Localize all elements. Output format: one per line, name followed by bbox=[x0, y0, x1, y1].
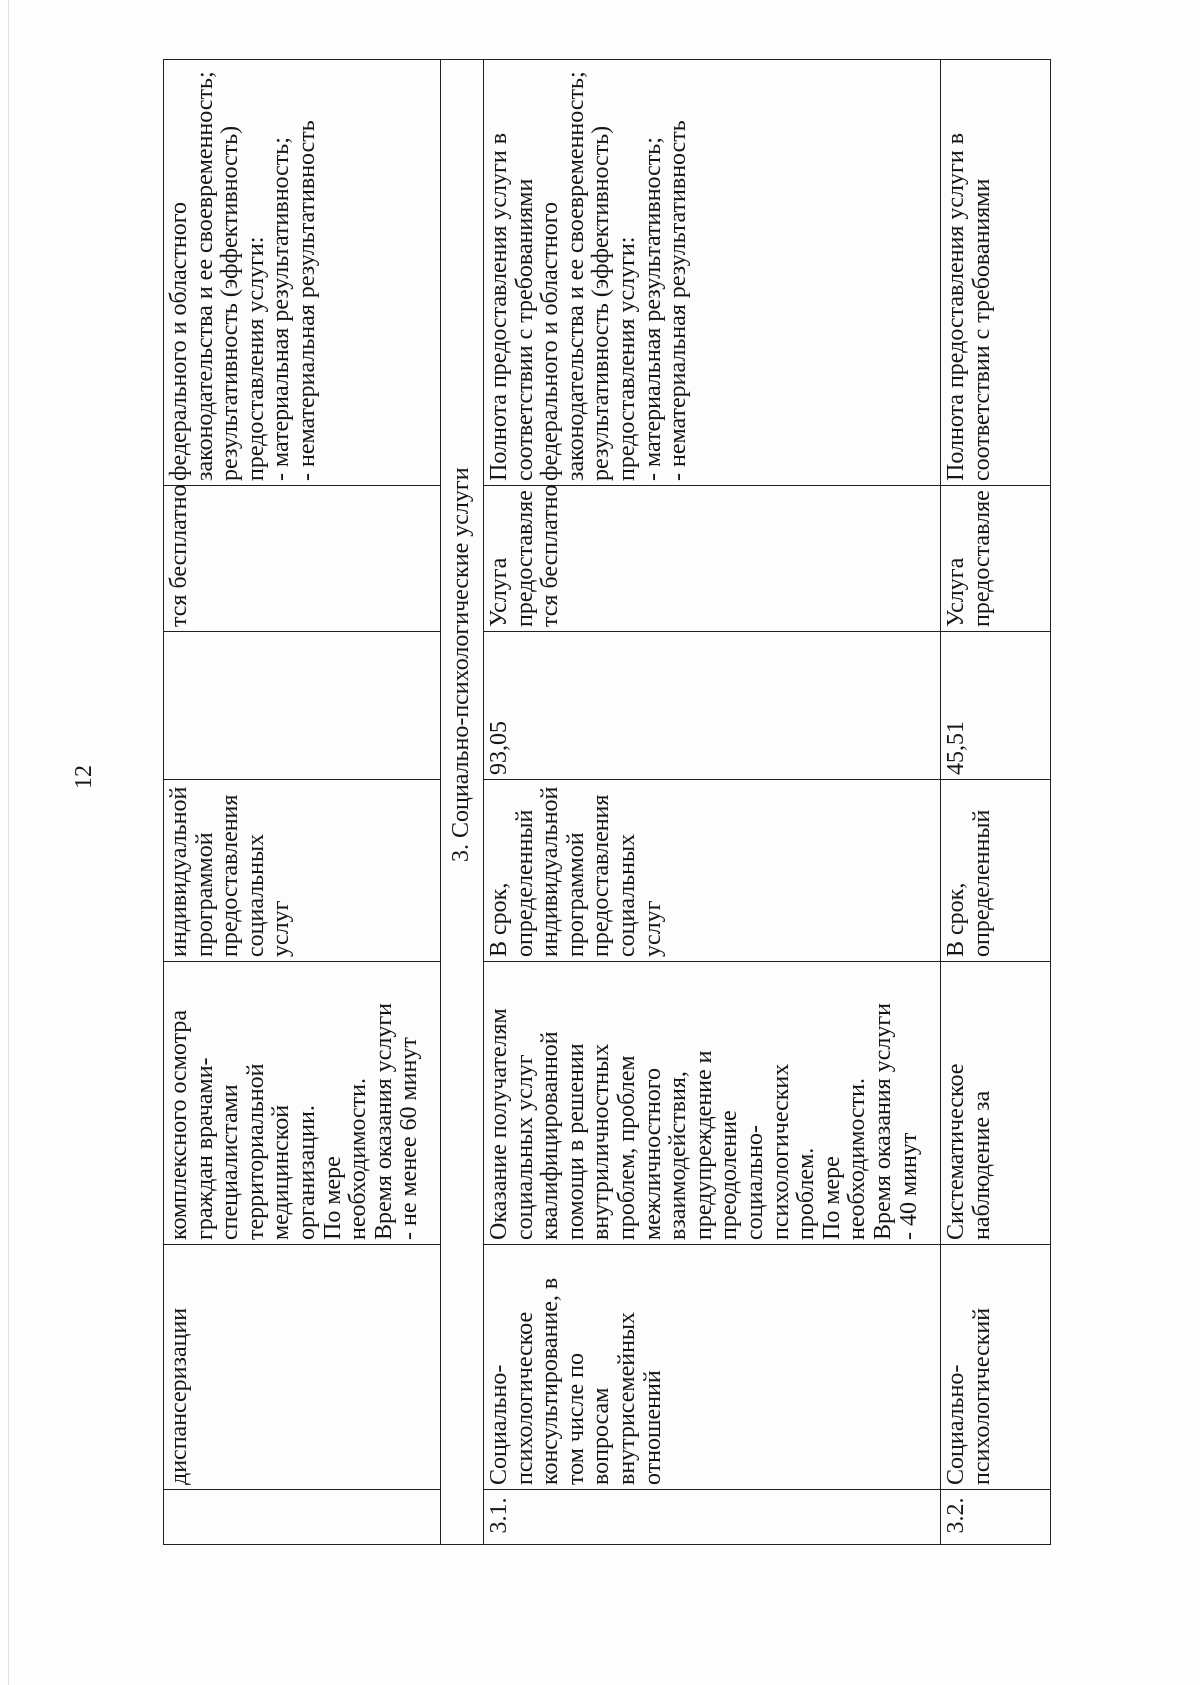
page-number: 12 bbox=[71, 765, 97, 789]
provision-terms-cell: тся бесплатно bbox=[164, 486, 441, 632]
quality-indicators-cell: Полнота предоставления услуги в соответствии с требованиями федерального и областного законодательства и ее своевременность; результативность (эффективность) предоставления услуги: - материальная результативность; - нематериальная результативность bbox=[484, 60, 941, 486]
price-cell: 45,51 bbox=[941, 632, 1051, 780]
services-table bbox=[163, 59, 1051, 1545]
description-cell: Оказание получателям социальных услуг квалифицированной помощи в решении внутриличностных проблем, проблем межличностного взаимодействия, предупреждение и преодоление социально- психологических проблем. По мере необходимости. Время оказания услуги - 40 минут bbox=[484, 962, 941, 1245]
table-row-3-2 bbox=[941, 60, 1051, 1545]
price-cell: 93,05 bbox=[484, 632, 941, 780]
section-header-row bbox=[441, 60, 484, 1545]
table-row-3-1 bbox=[484, 60, 941, 1545]
deadline-cell: индивидуальной программой предоставления социальных услуг bbox=[164, 780, 441, 962]
row-number-cell: 3.1. bbox=[484, 1490, 941, 1545]
description-cell: комплексного осмотра граждан врачами- специалистами территориальной медицинской организации. По мере необходимости. Время оказания услуги - не менее 60 минут bbox=[164, 962, 441, 1245]
service-name-cell: Социально- психологическое консультирование, в том числе по вопросам внутрисемейных отношений bbox=[484, 1245, 941, 1490]
description-cell: Систематическое наблюдение за bbox=[941, 962, 1051, 1245]
price-cell bbox=[164, 632, 441, 780]
service-name-cell: диспансеризации bbox=[164, 1245, 441, 1490]
row-number-cell bbox=[164, 1490, 441, 1545]
section-header: 3. Социально-психологические услуги bbox=[441, 60, 484, 1545]
provision-terms-cell: Услуга предоставляе тся бесплатно bbox=[484, 486, 941, 632]
row-number-cell: 3.2. bbox=[941, 1490, 1051, 1545]
deadline-cell: В срок, определенный индивидуальной программой предоставления социальных услуг bbox=[484, 780, 941, 962]
quality-indicators-cell: федерального и областного законодательства и ее своевременность; результативность (эффективность) предоставления услуги: - материальная результативность; - нематериальная результативность bbox=[164, 60, 441, 486]
deadline-cell: В срок, определенный bbox=[941, 780, 1051, 962]
service-name-cell: Социально- психологический bbox=[941, 1245, 1051, 1490]
provision-terms-cell: Услуга предоставляе bbox=[941, 486, 1051, 632]
quality-indicators-cell: Полнота предоставления услуги в соответствии с требованиями bbox=[941, 60, 1051, 486]
table-row-continuation bbox=[164, 60, 441, 1545]
